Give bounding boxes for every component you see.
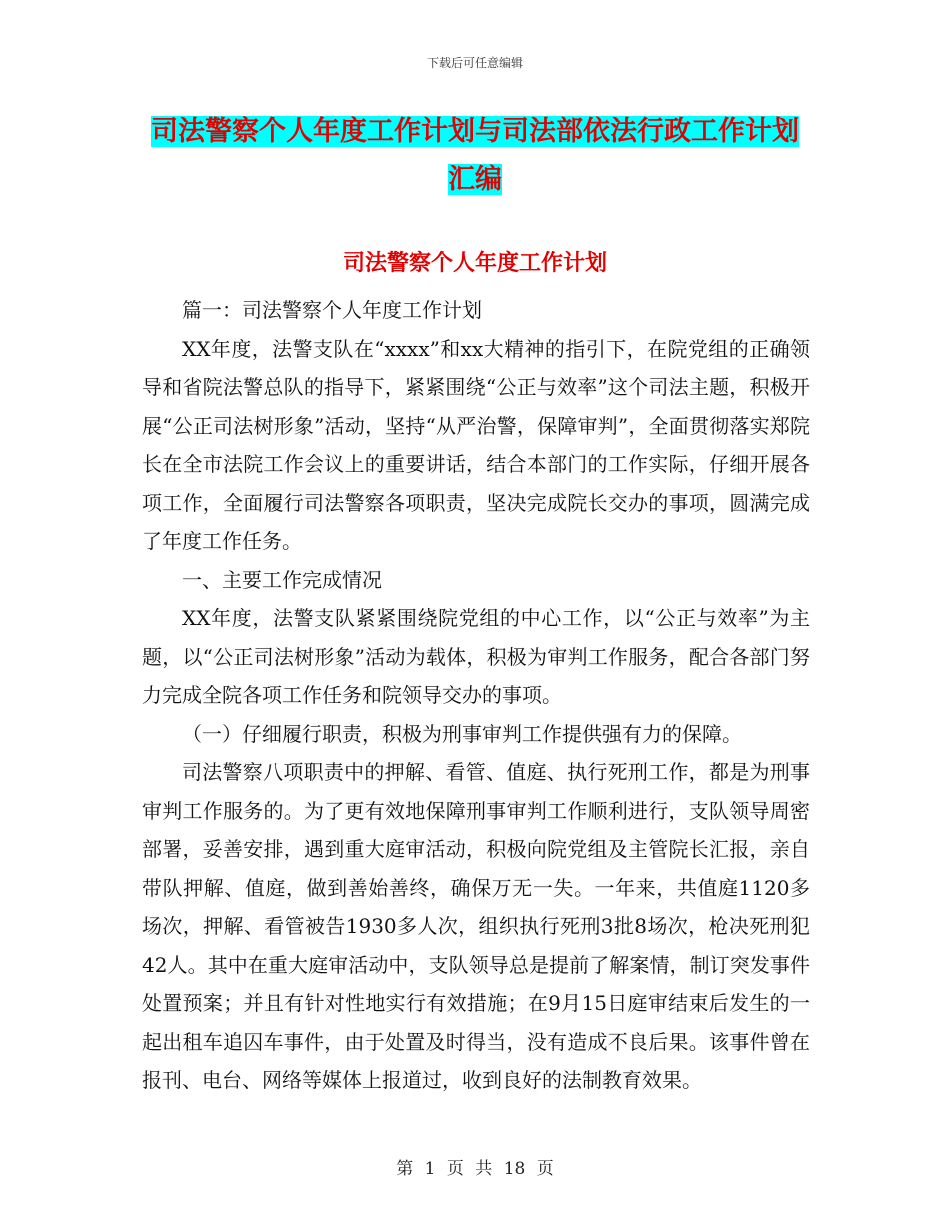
paragraph-chapter-heading: 篇一：司法警察个人年度工作计划	[182, 298, 482, 322]
header-note: 下载后可任意编辑	[426, 56, 523, 70]
paragraph-summary: XX年度，法警支队紧紧围绕院党组的中心工作，以“公正与效率”为主题，以“公正司法树形象”活动为载体，积极为审判工作服务，配合各部门努力完成全院各项工作任务和院领导交办的事项。	[142, 606, 810, 707]
paragraph-intro: XX年度，法警支队在“xxxx”和xx大精神的指引下，在院党组的正确领导和省院法警总队的指导下，紧紧围绕“公正与效率”这个司法主题，积极开展“公正司法树形象”活动，坚持“从严治警，保障审判”，全面贯彻落实郑院长在全市法院工作会议上的重要讲话，结合本部门的工作实际，仔细开展各项工作，全面履行司法警察各项职责，坚决完成院长交办的事项，圆满完成了年度工作任务。	[142, 336, 810, 553]
section-title: 司法警察个人年度工作计划	[342, 251, 607, 276]
paragraph-heading-1: 一、主要工作完成情况	[182, 567, 382, 592]
document-title	[140, 108, 810, 204]
paragraph-details: 司法警察八项职责中的押解、看管、值庭、执行死刑工作，都是为刑事审判工作服务的。为了更有效地保障刑事审判工作顺利进行，支队领导周密部署，妥善安排，遇到重大庭审活动，积极向院党组及主管院长汇报，亲自带队押解、值庭，做到善始善终，确保万无一失。一年来，共值庭1120多场次，押解、看管被告1930多人次，组织执行死刑3批8场次，枪决死刑犯42人。其中在重大庭审活动中，支队领导总是提前了解案情，制订突发事件处置预案；并且有针对性地实行有效措施；在9月15日庭审结束后发生的一起出租车追囚车事件，由于处置及时得当，没有造成不良后果。该事件曾在报刊、电台、网络等媒体上报道过，收到良好的法制教育效果。	[142, 760, 810, 1092]
document-body	[142, 291, 810, 1100]
document-title-text: 司法警察个人年度工作计划与司法部依法行政工作计划汇编	[151, 116, 799, 195]
paragraph-subheading-1: （一）仔细履行职责，积极为刑事审判工作提供强有力的保障。	[182, 721, 742, 746]
page-footer: 第 1 页 共 18 页	[396, 1159, 554, 1179]
